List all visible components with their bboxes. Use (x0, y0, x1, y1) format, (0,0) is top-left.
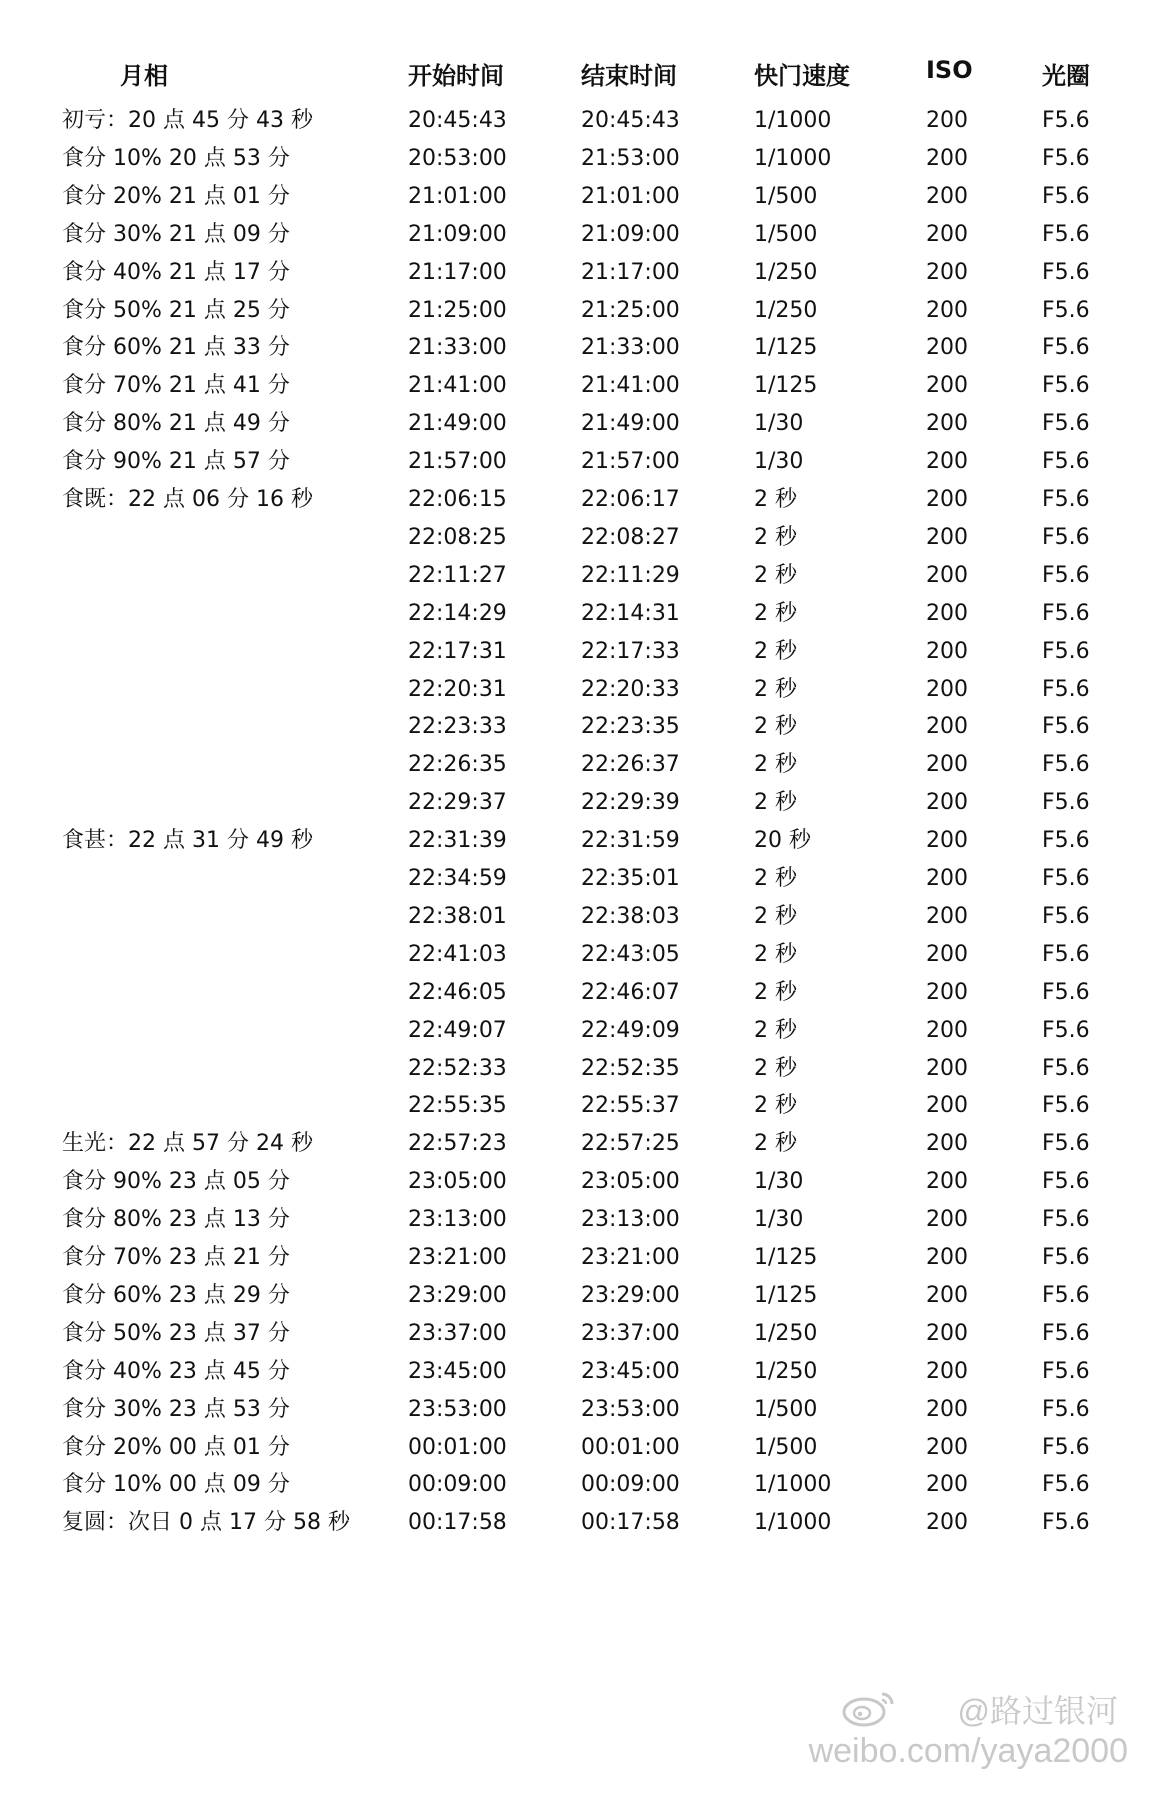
cell-shutter-speed: 1/500 (754, 1434, 818, 1460)
cell-shutter-speed: 2 秒 (754, 752, 797, 778)
table-row (0, 669, 1156, 711)
cell-iso: 200 (926, 562, 968, 588)
table-header (0, 56, 1156, 96)
cell-start-time: 21:17:00 (408, 259, 507, 285)
table-row (0, 934, 1156, 976)
cell-start-time: 22:06:15 (408, 487, 507, 512)
cell-end-time: 21:09:00 (581, 221, 680, 247)
cell-shutter-speed: 1/250 (754, 259, 818, 285)
table-row (0, 782, 1156, 824)
cell-aperture: F5.6 (1042, 562, 1090, 588)
cell-end-time: 23:53:00 (581, 1396, 680, 1422)
cell-iso: 200 (926, 449, 968, 475)
cell-aperture: F5.6 (1042, 1093, 1090, 1119)
cell-shutter-speed: 1/1000 (754, 1510, 832, 1536)
cell-shutter-speed: 2 秒 (754, 1131, 797, 1157)
cell-shutter-speed: 1/500 (754, 221, 818, 247)
table-row (0, 706, 1156, 748)
cell-shutter-speed: 2 秒 (754, 1017, 797, 1043)
table-row (0, 517, 1156, 559)
cell-iso: 200 (926, 183, 968, 209)
cell-aperture: F5.6 (1042, 297, 1090, 323)
cell-end-time: 21:49:00 (581, 411, 680, 437)
table-row (0, 1010, 1156, 1052)
cell-shutter-speed: 2 秒 (754, 903, 797, 929)
cell-start-time: 22:57:23 (408, 1131, 507, 1157)
cell-shutter-speed: 1/30 (754, 411, 804, 437)
cell-shutter-speed: 2 秒 (754, 714, 797, 740)
cell-end-time: 20:45:43 (581, 108, 680, 133)
weibo-logo-icon (838, 1686, 898, 1730)
cell-aperture: F5.6 (1042, 903, 1090, 929)
watermark-url: weibo.com/yaya2000 (808, 1732, 1128, 1770)
table-row (0, 327, 1156, 369)
cell-shutter-speed: 1/125 (754, 373, 818, 399)
table-row (0, 1313, 1156, 1355)
cell-start-time: 22:41:03 (408, 941, 507, 967)
cell-end-time: 00:17:58 (581, 1510, 680, 1536)
table-row (0, 1464, 1156, 1506)
cell-aperture: F5.6 (1042, 1434, 1090, 1460)
cell-moon-phase: 食分 20% 21 点 01 分 (62, 183, 290, 209)
cell-iso: 200 (926, 714, 968, 740)
cell-start-time: 21:33:00 (408, 335, 507, 361)
cell-start-time: 21:25:00 (408, 297, 507, 323)
cell-shutter-speed: 20 秒 (754, 828, 811, 854)
cell-iso: 200 (926, 1055, 968, 1081)
cell-moon-phase: 食分 50% 21 点 25 分 (62, 297, 290, 323)
cell-start-time: 23:53:00 (408, 1396, 507, 1422)
cell-iso: 200 (926, 335, 968, 361)
cell-shutter-speed: 2 秒 (754, 600, 797, 626)
cell-iso: 200 (926, 828, 968, 854)
cell-shutter-speed: 1/125 (754, 1245, 818, 1270)
cell-aperture: F5.6 (1042, 1396, 1090, 1422)
cell-end-time: 22:31:59 (581, 828, 680, 854)
cell-moon-phase: 食分 60% 21 点 33 分 (62, 335, 290, 361)
cell-aperture: F5.6 (1042, 1282, 1090, 1308)
cell-iso: 200 (926, 903, 968, 929)
cell-iso: 200 (926, 1358, 968, 1384)
table-row (0, 1199, 1156, 1241)
cell-end-time: 21:53:00 (581, 145, 680, 171)
cell-end-time: 23:29:00 (581, 1282, 680, 1308)
cell-shutter-speed: 2 秒 (754, 790, 797, 816)
cell-iso: 200 (926, 524, 968, 550)
cell-shutter-speed: 1/1000 (754, 1472, 832, 1498)
cell-shutter-speed: 2 秒 (754, 638, 797, 664)
cell-iso: 200 (926, 411, 968, 437)
cell-aperture: F5.6 (1042, 828, 1090, 854)
cell-aperture: F5.6 (1042, 790, 1090, 816)
cell-shutter-speed: 1/125 (754, 335, 818, 361)
cell-iso: 200 (926, 487, 968, 512)
cell-start-time: 22:29:37 (408, 790, 507, 816)
cell-moon-phase: 初亏：20 点 45 分 43 秒 (62, 108, 313, 133)
cell-moon-phase: 复圆：次日 0 点 17 分 58 秒 (62, 1510, 350, 1536)
cell-end-time: 22:20:33 (581, 676, 680, 702)
cell-aperture: F5.6 (1042, 524, 1090, 550)
cell-iso: 200 (926, 1169, 968, 1195)
cell-start-time: 21:49:00 (408, 411, 507, 437)
header-start-time: 开始时间 (408, 62, 504, 90)
cell-iso: 200 (926, 790, 968, 816)
cell-end-time: 21:41:00 (581, 373, 680, 399)
table-row (0, 1237, 1156, 1279)
cell-aperture: F5.6 (1042, 600, 1090, 626)
cell-aperture: F5.6 (1042, 714, 1090, 740)
cell-end-time: 22:46:07 (581, 979, 680, 1005)
cell-end-time: 21:25:00 (581, 297, 680, 323)
cell-start-time: 22:49:07 (408, 1017, 507, 1043)
cell-iso: 200 (926, 600, 968, 626)
table-row (0, 972, 1156, 1014)
cell-start-time: 22:08:25 (408, 524, 507, 550)
cell-start-time: 21:41:00 (408, 373, 507, 399)
cell-iso: 200 (926, 221, 968, 247)
cell-start-time: 23:21:00 (408, 1245, 507, 1270)
cell-end-time: 22:11:29 (581, 562, 680, 588)
cell-end-time: 22:23:35 (581, 714, 680, 740)
cell-iso: 200 (926, 1131, 968, 1157)
cell-start-time: 23:45:00 (408, 1358, 507, 1384)
cell-moon-phase: 食分 40% 21 点 17 分 (62, 259, 290, 285)
cell-shutter-speed: 2 秒 (754, 562, 797, 588)
cell-end-time: 22:08:27 (581, 524, 680, 550)
cell-aperture: F5.6 (1042, 638, 1090, 664)
cell-iso: 200 (926, 259, 968, 285)
cell-iso: 200 (926, 108, 968, 133)
cell-end-time: 23:21:00 (581, 1245, 680, 1270)
header-shutter-speed: 快门速度 (754, 62, 850, 90)
header-end-time: 结束时间 (581, 62, 677, 90)
cell-iso: 200 (926, 941, 968, 967)
cell-end-time: 00:01:00 (581, 1434, 680, 1460)
cell-shutter-speed: 2 秒 (754, 487, 797, 512)
cell-aperture: F5.6 (1042, 1510, 1090, 1536)
cell-iso: 200 (926, 1510, 968, 1536)
cell-end-time: 22:14:31 (581, 600, 680, 626)
cell-iso: 200 (926, 1017, 968, 1043)
cell-start-time: 21:01:00 (408, 183, 507, 209)
table-row (0, 1048, 1156, 1090)
cell-shutter-speed: 1/30 (754, 1169, 804, 1195)
cell-start-time: 22:11:27 (408, 562, 507, 588)
cell-end-time: 22:57:25 (581, 1131, 680, 1157)
header-iso: ISO (926, 56, 973, 84)
cell-start-time: 22:20:31 (408, 676, 507, 702)
cell-shutter-speed: 2 秒 (754, 1055, 797, 1081)
cell-aperture: F5.6 (1042, 1131, 1090, 1157)
table-row (0, 593, 1156, 635)
cell-aperture: F5.6 (1042, 373, 1090, 399)
cell-end-time: 22:43:05 (581, 941, 680, 967)
table-row (0, 555, 1156, 597)
cell-iso: 200 (926, 752, 968, 778)
table-row (0, 214, 1156, 256)
cell-moon-phase: 食甚：22 点 31 分 49 秒 (62, 828, 313, 854)
cell-iso: 200 (926, 1245, 968, 1270)
cell-moon-phase: 食分 40% 23 点 45 分 (62, 1358, 290, 1384)
cell-moon-phase: 食分 10% 00 点 09 分 (62, 1472, 290, 1498)
table-row (0, 1275, 1156, 1317)
cell-aperture: F5.6 (1042, 449, 1090, 475)
table-row (0, 631, 1156, 673)
table-row (0, 1161, 1156, 1203)
cell-aperture: F5.6 (1042, 676, 1090, 702)
cell-shutter-speed: 1/500 (754, 183, 818, 209)
cell-start-time: 23:05:00 (408, 1169, 507, 1195)
cell-end-time: 22:52:35 (581, 1055, 680, 1081)
cell-shutter-speed: 1/250 (754, 1320, 818, 1346)
cell-iso: 200 (926, 1320, 968, 1346)
cell-iso: 200 (926, 1093, 968, 1119)
cell-moon-phase: 食分 50% 23 点 37 分 (62, 1320, 290, 1346)
cell-iso: 200 (926, 1434, 968, 1460)
cell-end-time: 21:17:00 (581, 259, 680, 285)
cell-iso: 200 (926, 979, 968, 1005)
cell-iso: 200 (926, 1396, 968, 1422)
cell-iso: 200 (926, 297, 968, 323)
header-aperture: 光圈 (1042, 62, 1090, 90)
cell-end-time: 22:29:39 (581, 790, 680, 816)
cell-shutter-speed: 2 秒 (754, 676, 797, 702)
cell-aperture: F5.6 (1042, 1169, 1090, 1195)
cell-shutter-speed: 1/500 (754, 1396, 818, 1422)
cell-moon-phase: 食分 90% 23 点 05 分 (62, 1169, 290, 1195)
cell-start-time: 22:17:31 (408, 638, 507, 664)
table-row (0, 1123, 1156, 1165)
cell-end-time: 23:45:00 (581, 1358, 680, 1384)
cell-end-time: 22:17:33 (581, 638, 680, 664)
cell-end-time: 23:05:00 (581, 1169, 680, 1195)
cell-start-time: 22:55:35 (408, 1093, 507, 1119)
cell-start-time: 23:37:00 (408, 1320, 507, 1346)
cell-aperture: F5.6 (1042, 335, 1090, 361)
table-row (0, 858, 1156, 900)
cell-start-time: 22:34:59 (408, 866, 507, 891)
cell-shutter-speed: 1/125 (754, 1282, 818, 1308)
cell-shutter-speed: 1/30 (754, 1207, 804, 1233)
cell-aperture: F5.6 (1042, 183, 1090, 209)
cell-iso: 200 (926, 638, 968, 664)
cell-moon-phase: 食分 30% 21 点 09 分 (62, 221, 290, 247)
cell-moon-phase: 食分 80% 21 点 49 分 (62, 411, 290, 437)
table-row (0, 1389, 1156, 1431)
cell-start-time: 22:14:29 (408, 600, 507, 626)
cell-moon-phase: 食既：22 点 06 分 16 秒 (62, 487, 313, 512)
cell-start-time: 22:31:39 (408, 828, 507, 854)
cell-aperture: F5.6 (1042, 752, 1090, 778)
cell-aperture: F5.6 (1042, 108, 1090, 133)
cell-start-time: 23:13:00 (408, 1207, 507, 1233)
table-row (0, 290, 1156, 332)
cell-iso: 200 (926, 145, 968, 171)
cell-shutter-speed: 2 秒 (754, 941, 797, 967)
cell-aperture: F5.6 (1042, 145, 1090, 171)
cell-shutter-speed: 1/250 (754, 1358, 818, 1384)
cell-start-time: 21:57:00 (408, 449, 507, 475)
cell-start-time: 22:52:33 (408, 1055, 507, 1081)
table-row (0, 176, 1156, 218)
cell-end-time: 00:09:00 (581, 1472, 680, 1498)
cell-start-time: 22:38:01 (408, 903, 507, 929)
cell-aperture: F5.6 (1042, 411, 1090, 437)
cell-moon-phase: 食分 70% 21 点 41 分 (62, 373, 290, 399)
cell-end-time: 23:13:00 (581, 1207, 680, 1233)
cell-start-time: 20:45:43 (408, 108, 507, 133)
table-row (0, 100, 1156, 142)
cell-moon-phase: 食分 70% 23 点 21 分 (62, 1245, 290, 1270)
cell-moon-phase: 食分 60% 23 点 29 分 (62, 1282, 290, 1308)
cell-shutter-speed: 2 秒 (754, 524, 797, 550)
cell-end-time: 21:01:00 (581, 183, 680, 209)
cell-iso: 200 (926, 866, 968, 891)
cell-aperture: F5.6 (1042, 941, 1090, 967)
table-row (0, 441, 1156, 483)
header-moon-phase: 月相 (120, 62, 168, 90)
watermark-handle: @路过银河 (957, 1693, 1118, 1729)
cell-moon-phase: 食分 20% 00 点 01 分 (62, 1434, 290, 1460)
cell-end-time: 21:33:00 (581, 335, 680, 361)
cell-aperture: F5.6 (1042, 1320, 1090, 1346)
table-row (0, 138, 1156, 180)
cell-end-time: 22:26:37 (581, 752, 680, 778)
table-row (0, 1427, 1156, 1469)
cell-moon-phase: 食分 10% 20 点 53 分 (62, 145, 290, 171)
table-row (0, 403, 1156, 445)
cell-shutter-speed: 1/1000 (754, 145, 832, 171)
cell-end-time: 22:55:37 (581, 1093, 680, 1119)
cell-aperture: F5.6 (1042, 487, 1090, 512)
cell-iso: 200 (926, 1472, 968, 1498)
cell-shutter-speed: 1/30 (754, 449, 804, 475)
cell-end-time: 22:49:09 (581, 1017, 680, 1043)
cell-iso: 200 (926, 1282, 968, 1308)
cell-start-time: 00:17:58 (408, 1510, 507, 1536)
cell-moon-phase: 食分 80% 23 点 13 分 (62, 1207, 290, 1233)
table-row (0, 820, 1156, 862)
cell-moon-phase: 食分 30% 23 点 53 分 (62, 1396, 290, 1422)
cell-start-time: 22:23:33 (408, 714, 507, 740)
watermark (808, 1686, 1138, 1794)
table-row (0, 365, 1156, 407)
table-row (0, 252, 1156, 294)
cell-iso: 200 (926, 373, 968, 399)
table-row (0, 744, 1156, 786)
cell-moon-phase: 生光：22 点 57 分 24 秒 (62, 1131, 313, 1157)
cell-aperture: F5.6 (1042, 221, 1090, 247)
cell-aperture: F5.6 (1042, 1245, 1090, 1270)
cell-start-time: 22:26:35 (408, 752, 507, 778)
cell-end-time: 21:57:00 (581, 449, 680, 475)
cell-aperture: F5.6 (1042, 1055, 1090, 1081)
table-row (0, 1085, 1156, 1127)
cell-end-time: 22:35:01 (581, 866, 680, 891)
cell-aperture: F5.6 (1042, 1358, 1090, 1384)
cell-aperture: F5.6 (1042, 1472, 1090, 1498)
cell-shutter-speed: 1/250 (754, 297, 818, 323)
cell-end-time: 22:38:03 (581, 903, 680, 929)
cell-shutter-speed: 1/1000 (754, 108, 832, 133)
cell-iso: 200 (926, 1207, 968, 1233)
table-row (0, 1502, 1156, 1544)
table-row (0, 1351, 1156, 1393)
table-row (0, 896, 1156, 938)
cell-moon-phase: 食分 90% 21 点 57 分 (62, 449, 290, 475)
cell-iso: 200 (926, 676, 968, 702)
cell-start-time: 21:09:00 (408, 221, 507, 247)
cell-start-time: 00:01:00 (408, 1434, 507, 1460)
cell-aperture: F5.6 (1042, 259, 1090, 285)
cell-aperture: F5.6 (1042, 1017, 1090, 1043)
cell-aperture: F5.6 (1042, 979, 1090, 1005)
cell-aperture: F5.6 (1042, 1207, 1090, 1233)
cell-start-time: 22:46:05 (408, 979, 507, 1005)
cell-end-time: 22:06:17 (581, 487, 680, 512)
cell-start-time: 20:53:00 (408, 145, 507, 171)
table-row (0, 479, 1156, 521)
cell-shutter-speed: 2 秒 (754, 866, 797, 891)
cell-start-time: 23:29:00 (408, 1282, 507, 1308)
cell-shutter-speed: 2 秒 (754, 979, 797, 1005)
cell-shutter-speed: 2 秒 (754, 1093, 797, 1119)
cell-aperture: F5.6 (1042, 866, 1090, 891)
cell-end-time: 23:37:00 (581, 1320, 680, 1346)
cell-start-time: 00:09:00 (408, 1472, 507, 1498)
